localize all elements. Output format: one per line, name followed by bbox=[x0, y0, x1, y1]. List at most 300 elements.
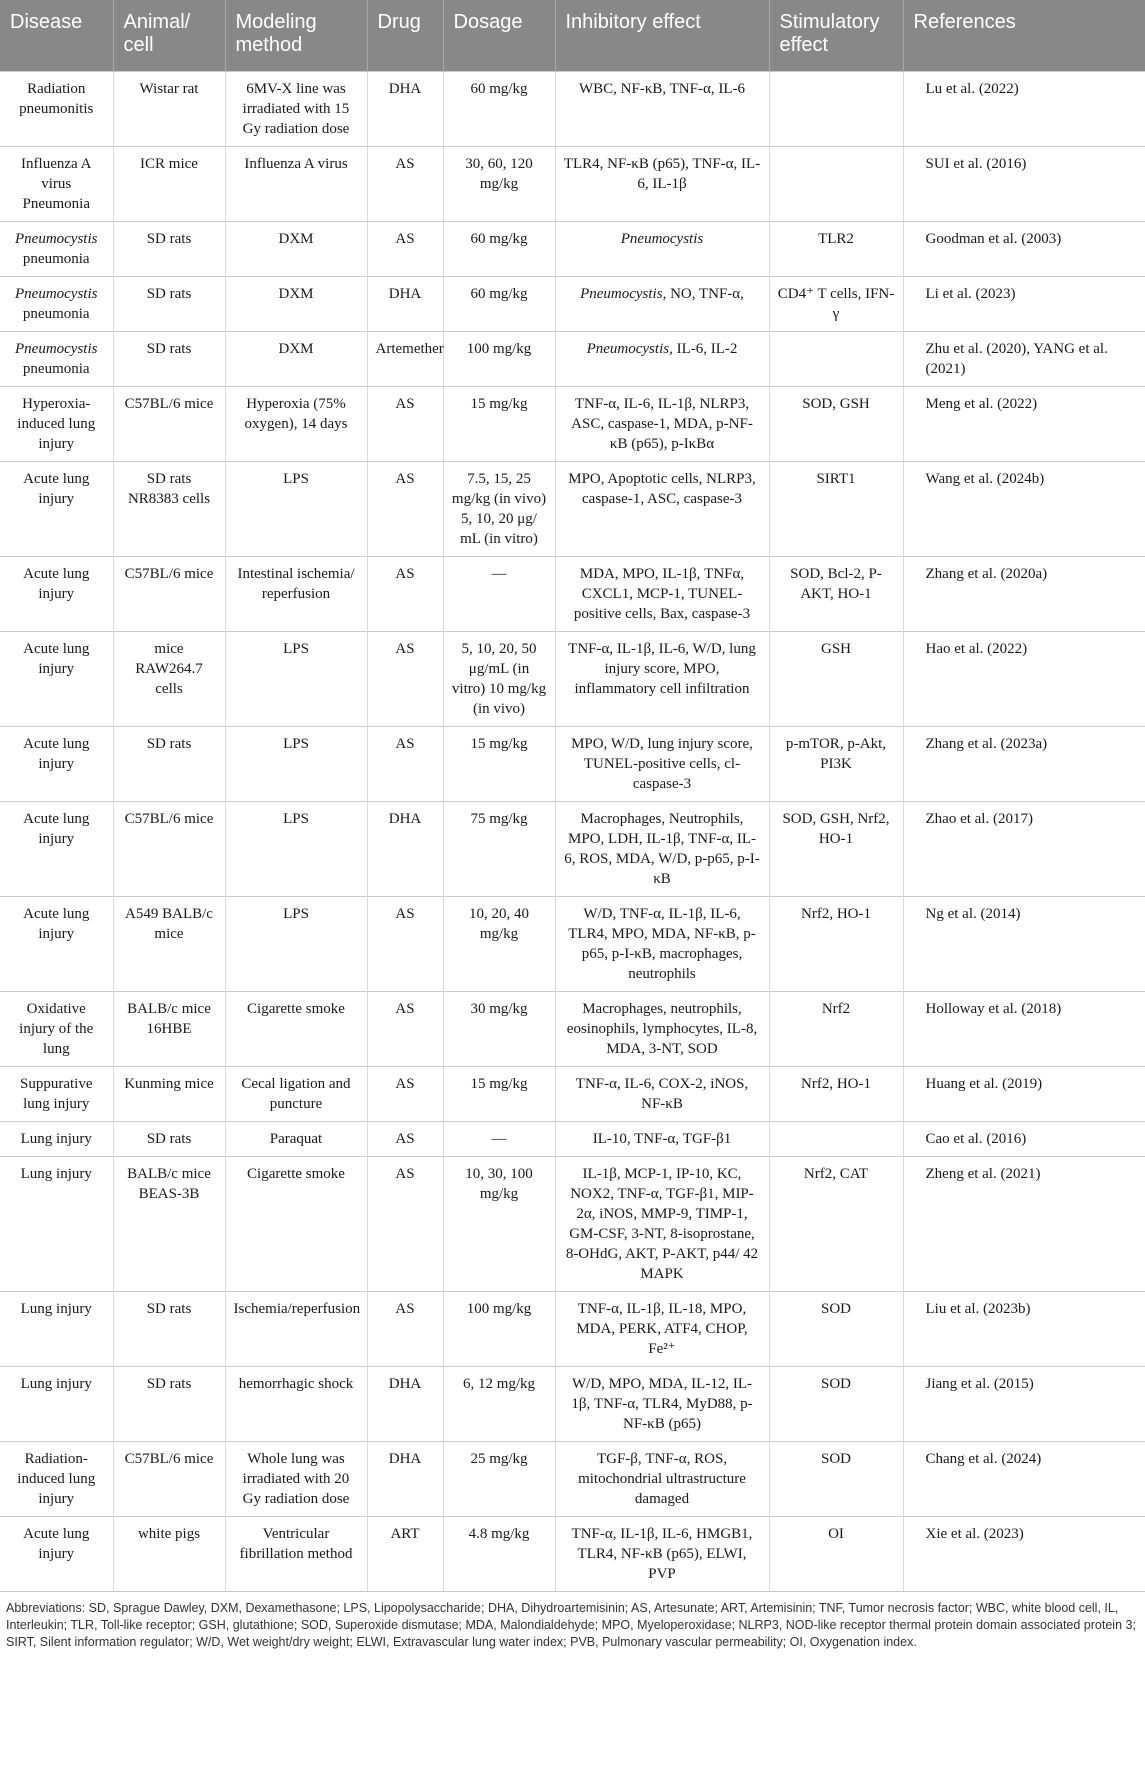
cell-inhibitory-effect bbox=[555, 1367, 769, 1442]
cell-modeling-method bbox=[225, 802, 367, 897]
cell-stimulatory-effect bbox=[769, 387, 903, 462]
table-row bbox=[0, 1517, 1145, 1592]
cell-inhibitory-effect bbox=[555, 802, 769, 897]
cell-text: Jiang et al. (2015) bbox=[925, 1376, 1034, 1392]
cell-text: TNF-α, IL-1β, IL-6, W/D, lung injury score, MPO, inflammatory cell infiltration bbox=[568, 641, 756, 697]
cell-animal-cell bbox=[113, 1442, 225, 1517]
table-row bbox=[0, 1367, 1145, 1442]
cell-text: Acute lung injury bbox=[23, 906, 90, 942]
cell-stimulatory-effect bbox=[769, 1517, 903, 1592]
cell-text: GSH bbox=[820, 641, 851, 657]
cell-dosage bbox=[443, 147, 555, 222]
cell-text: Lung injury bbox=[20, 1301, 92, 1317]
cell-disease bbox=[0, 1517, 113, 1592]
cell-text: W/D, MPO, MDA, IL-12, IL-1β, TNF-α, TLR4, MyD88, p-NF-κB (p65) bbox=[571, 1376, 753, 1432]
cell-text: 60 mg/kg bbox=[470, 231, 528, 247]
cell-disease bbox=[0, 1367, 113, 1442]
cell-dosage bbox=[443, 897, 555, 992]
cell-text: Zhu et al. (2020), YANG et al. (2021) bbox=[925, 341, 1108, 377]
table-row bbox=[0, 557, 1145, 632]
cell-modeling-method bbox=[225, 1292, 367, 1367]
table-row bbox=[0, 1067, 1145, 1122]
cell-text: Cao et al. (2016) bbox=[925, 1131, 1027, 1147]
cell-text: Acute lung injury bbox=[23, 566, 90, 602]
cell-animal-cell bbox=[113, 1122, 225, 1157]
cell-text: Cecal ligation and puncture bbox=[241, 1076, 351, 1112]
table-row bbox=[0, 1157, 1145, 1292]
header-drug: Drug bbox=[367, 0, 443, 72]
cell-dosage bbox=[443, 1442, 555, 1517]
cell-drug bbox=[367, 1442, 443, 1517]
cell-text: AS bbox=[395, 231, 415, 247]
cell-disease bbox=[0, 632, 113, 727]
cell-text: Holloway et al. (2018) bbox=[925, 1001, 1062, 1017]
table-row bbox=[0, 632, 1145, 727]
cell-animal-cell bbox=[113, 1157, 225, 1292]
cell-text: ART bbox=[390, 1526, 420, 1542]
cell-text: DXM bbox=[278, 341, 314, 357]
cell-text: AS bbox=[395, 566, 415, 582]
cell-text: 25 mg/kg bbox=[470, 1451, 528, 1467]
table-row bbox=[0, 727, 1145, 802]
cell-text: C57BL/6 mice bbox=[124, 396, 214, 412]
cell-modeling-method bbox=[225, 462, 367, 557]
cell-dosage bbox=[443, 462, 555, 557]
cell-text: LPS bbox=[283, 641, 309, 657]
cell-inhibitory-effect bbox=[555, 147, 769, 222]
cell-inhibitory-effect bbox=[555, 632, 769, 727]
cell-drug bbox=[367, 277, 443, 332]
cell-text: p-mTOR, p-Akt, PI3K bbox=[785, 736, 887, 772]
cell-text: TNF-α, IL-1β, IL-18, MPO, MDA, PERK, ATF4, CHOP, Fe²⁺ bbox=[576, 1301, 748, 1357]
cell-stimulatory-effect bbox=[769, 1157, 903, 1292]
cell-disease bbox=[0, 147, 113, 222]
cell-text: DHA bbox=[388, 286, 422, 302]
cell-disease bbox=[0, 557, 113, 632]
cell-dosage bbox=[443, 992, 555, 1067]
cell-modeling-method bbox=[225, 1442, 367, 1517]
cell-text: CD4⁺ T cells, IFN-γ bbox=[777, 286, 895, 322]
cell-text: Intestinal ischemia/ reperfusion bbox=[237, 566, 355, 602]
cell-text: AS bbox=[395, 1076, 415, 1092]
cell-text: SOD bbox=[820, 1376, 851, 1392]
table-header-row bbox=[0, 0, 1145, 72]
cell-stimulatory-effect bbox=[769, 632, 903, 727]
cell-text: Whole lung was irradiated with 20 Gy radiation dose bbox=[242, 1451, 350, 1507]
cell-drug bbox=[367, 1367, 443, 1442]
cell-text: Hao et al. (2022) bbox=[925, 641, 1028, 657]
cell-drug bbox=[367, 897, 443, 992]
cell-text: LPS bbox=[283, 471, 309, 487]
cell-text: 30, 60, 120 mg/kg bbox=[465, 156, 533, 192]
cell-text: IL-10, TNF-α, TGF-β1 bbox=[592, 1131, 732, 1147]
cell-animal-cell bbox=[113, 897, 225, 992]
cell-text: DHA bbox=[388, 1451, 422, 1467]
cell-text: 5, 10, 20, 50 μg/mL (in vitro) 10 mg/kg (in vivo) bbox=[451, 641, 547, 717]
cell-stimulatory-effect bbox=[769, 992, 903, 1067]
cell-text: LPS bbox=[283, 811, 309, 827]
cell-text: 100 mg/kg bbox=[466, 341, 532, 357]
cell-modeling-method bbox=[225, 1517, 367, 1592]
cell-text: TNF-α, IL-6, COX-2, iNOS, NF-κB bbox=[575, 1076, 749, 1112]
table-row bbox=[0, 332, 1145, 387]
cell-disease bbox=[0, 72, 113, 147]
cell-text: Chang et al. (2024) bbox=[925, 1451, 1042, 1467]
cell-text: AS bbox=[395, 1166, 415, 1182]
cell-stimulatory-effect bbox=[769, 1122, 903, 1157]
cell-modeling-method bbox=[225, 387, 367, 462]
cell-disease bbox=[0, 277, 113, 332]
cell-text: 10, 30, 100 mg/kg bbox=[465, 1166, 533, 1202]
cell-drug bbox=[367, 1292, 443, 1367]
cell-dosage bbox=[443, 557, 555, 632]
cell-text: , NO, TNF-α, bbox=[662, 286, 744, 302]
cell-drug bbox=[367, 222, 443, 277]
cell-text: SD rats bbox=[146, 1301, 192, 1317]
cell-inhibitory-effect bbox=[555, 387, 769, 462]
cell-text: DXM bbox=[278, 286, 314, 302]
cell-text: AS bbox=[395, 1001, 415, 1017]
cell-text: Paraquat bbox=[269, 1131, 323, 1147]
cell-dosage bbox=[443, 632, 555, 727]
cell-text: Zhang et al. (2023a) bbox=[925, 736, 1048, 752]
cell-modeling-method bbox=[225, 1122, 367, 1157]
cell-text: Cigarette smoke bbox=[247, 1166, 345, 1182]
cell-references bbox=[903, 992, 1145, 1067]
cell-disease bbox=[0, 1067, 113, 1122]
table-row bbox=[0, 1442, 1145, 1517]
cell-references bbox=[903, 277, 1145, 332]
table-row bbox=[0, 802, 1145, 897]
cell-text: C57BL/6 mice bbox=[124, 1451, 214, 1467]
cell-disease bbox=[0, 332, 113, 387]
cell-references bbox=[903, 387, 1145, 462]
cell-modeling-method bbox=[225, 147, 367, 222]
cell-dosage bbox=[443, 222, 555, 277]
italic-term: Pneumocystis bbox=[15, 286, 98, 302]
cell-drug bbox=[367, 802, 443, 897]
cell-text: SOD, GSH, Nrf2, HO-1 bbox=[782, 811, 890, 847]
cell-stimulatory-effect bbox=[769, 1067, 903, 1122]
cell-text: Influenza A virus bbox=[244, 156, 348, 172]
cell-text: TLR2 bbox=[818, 231, 854, 247]
cell-dosage bbox=[443, 1067, 555, 1122]
cell-disease bbox=[0, 727, 113, 802]
cell-text: SOD bbox=[820, 1301, 851, 1317]
cell-inhibitory-effect bbox=[555, 557, 769, 632]
cell-text: BALB/c mice BEAS-3B bbox=[127, 1166, 211, 1202]
cell-text: SD rats bbox=[146, 1376, 192, 1392]
cell-drug bbox=[367, 147, 443, 222]
cell-stimulatory-effect bbox=[769, 332, 903, 387]
italic-term: Pneumocystis bbox=[620, 231, 704, 247]
cell-text: AS bbox=[395, 471, 415, 487]
cell-text: AS bbox=[395, 736, 415, 752]
cell-text: A549 BALB/c mice bbox=[125, 906, 213, 942]
cell-text: SD rats NR8383 cells bbox=[127, 471, 211, 507]
cell-text: AS bbox=[395, 396, 415, 412]
cell-dosage bbox=[443, 72, 555, 147]
cell-text: 6, 12 mg/kg bbox=[462, 1376, 536, 1392]
cell-text: Acute lung injury bbox=[23, 641, 90, 677]
cell-text: pneumonia bbox=[22, 361, 90, 377]
cell-text: pneumonia bbox=[22, 251, 90, 267]
cell-modeling-method bbox=[225, 72, 367, 147]
cell-references bbox=[903, 222, 1145, 277]
cell-text: Radiation pneumonitis bbox=[19, 81, 94, 117]
cell-references bbox=[903, 1292, 1145, 1367]
table-body bbox=[0, 72, 1145, 1592]
cell-animal-cell bbox=[113, 802, 225, 897]
cell-text: AS bbox=[395, 1131, 415, 1147]
cell-stimulatory-effect bbox=[769, 222, 903, 277]
cell-stimulatory-effect bbox=[769, 1367, 903, 1442]
cell-text: 60 mg/kg bbox=[470, 81, 528, 97]
cell-text: Zheng et al. (2021) bbox=[925, 1166, 1041, 1182]
cell-references bbox=[903, 1157, 1145, 1292]
cell-text: 60 mg/kg bbox=[470, 286, 528, 302]
cell-modeling-method bbox=[225, 632, 367, 727]
cell-animal-cell bbox=[113, 727, 225, 802]
cell-inhibitory-effect bbox=[555, 277, 769, 332]
cell-text: TNF-α, IL-6, IL-1β, NLRP3, ASC, caspase-1, MDA, p-NF-κB (p65), p-IκBα bbox=[571, 396, 753, 452]
cell-text: Cigarette smoke bbox=[247, 1001, 345, 1017]
cell-text: AS bbox=[395, 156, 415, 172]
cell-text: Lung injury bbox=[20, 1376, 92, 1392]
cell-text: MPO, Apoptotic cells, NLRP3, caspase-1, ASC, caspase-3 bbox=[568, 471, 756, 507]
cell-text: DXM bbox=[278, 231, 314, 247]
cell-animal-cell bbox=[113, 147, 225, 222]
cell-references bbox=[903, 802, 1145, 897]
cell-modeling-method bbox=[225, 277, 367, 332]
cell-text: AS bbox=[395, 906, 415, 922]
cell-dosage bbox=[443, 332, 555, 387]
cell-text: SIRT1 bbox=[816, 471, 856, 487]
cell-disease bbox=[0, 1292, 113, 1367]
cell-text: LPS bbox=[283, 736, 309, 752]
cell-stimulatory-effect bbox=[769, 802, 903, 897]
cell-inhibitory-effect bbox=[555, 1067, 769, 1122]
cell-text: Ng et al. (2014) bbox=[925, 906, 1021, 922]
cell-drug bbox=[367, 387, 443, 462]
cell-text: Wang et al. (2024b) bbox=[925, 471, 1045, 487]
cell-animal-cell bbox=[113, 1517, 225, 1592]
cell-text: Nrf2, CAT bbox=[803, 1166, 869, 1182]
header-stimulatory-effect: Stimulatory effect bbox=[769, 0, 903, 72]
table-row bbox=[0, 222, 1145, 277]
cell-dosage bbox=[443, 1367, 555, 1442]
cell-references bbox=[903, 1367, 1145, 1442]
cell-text: 15 mg/kg bbox=[470, 1076, 528, 1092]
cell-disease bbox=[0, 1157, 113, 1292]
cell-text: SD rats bbox=[146, 231, 192, 247]
cell-text: Oxidative injury of the lung bbox=[19, 1001, 94, 1057]
cell-stimulatory-effect bbox=[769, 897, 903, 992]
cell-text: AS bbox=[395, 641, 415, 657]
cell-disease bbox=[0, 992, 113, 1067]
cell-dosage bbox=[443, 1122, 555, 1157]
cell-animal-cell bbox=[113, 277, 225, 332]
cell-references bbox=[903, 1067, 1145, 1122]
cell-text: 15 mg/kg bbox=[470, 736, 528, 752]
cell-text: 4.8 mg/kg bbox=[468, 1526, 530, 1542]
cell-drug bbox=[367, 1122, 443, 1157]
cell-text: Wistar rat bbox=[139, 81, 199, 97]
cell-modeling-method bbox=[225, 557, 367, 632]
cell-text: — bbox=[491, 1131, 507, 1147]
cell-dosage bbox=[443, 802, 555, 897]
cell-text: Radiation-induced lung injury bbox=[17, 1451, 96, 1507]
cell-inhibitory-effect bbox=[555, 1517, 769, 1592]
cell-modeling-method bbox=[225, 332, 367, 387]
cell-references bbox=[903, 147, 1145, 222]
cell-inhibitory-effect bbox=[555, 1292, 769, 1367]
cell-stimulatory-effect bbox=[769, 1292, 903, 1367]
cell-text: Acute lung injury bbox=[23, 471, 90, 507]
cell-text: Acute lung injury bbox=[23, 811, 90, 847]
cell-drug bbox=[367, 332, 443, 387]
cell-text: 75 mg/kg bbox=[470, 811, 528, 827]
italic-term: Pneumocystis bbox=[586, 341, 670, 357]
cell-stimulatory-effect bbox=[769, 462, 903, 557]
cell-animal-cell bbox=[113, 1067, 225, 1122]
cell-references bbox=[903, 897, 1145, 992]
cell-stimulatory-effect bbox=[769, 727, 903, 802]
cell-text: Goodman et al. (2003) bbox=[925, 231, 1062, 247]
table-row bbox=[0, 1122, 1145, 1157]
cell-disease bbox=[0, 387, 113, 462]
table-row bbox=[0, 277, 1145, 332]
cell-text: Xie et al. (2023) bbox=[925, 1526, 1024, 1542]
cell-text: pneumonia bbox=[22, 306, 90, 322]
cell-text: Li et al. (2023) bbox=[925, 286, 1016, 302]
cell-references bbox=[903, 72, 1145, 147]
table-row bbox=[0, 387, 1145, 462]
cell-text: 10, 20, 40 mg/kg bbox=[469, 906, 529, 942]
cell-inhibitory-effect bbox=[555, 462, 769, 557]
cell-drug bbox=[367, 1067, 443, 1122]
cell-text: MPO, W/D, lung injury score, TUNEL-positive cells, cl-caspase-3 bbox=[571, 736, 753, 792]
cell-text: Hyperoxia-induced lung injury bbox=[17, 396, 96, 452]
cell-animal-cell bbox=[113, 1367, 225, 1442]
cell-text: C57BL/6 mice bbox=[124, 811, 214, 827]
cell-text: Influenza A virus Pneumonia bbox=[21, 156, 92, 212]
cell-drug bbox=[367, 727, 443, 802]
cell-dosage bbox=[443, 1292, 555, 1367]
cell-animal-cell bbox=[113, 222, 225, 277]
italic-term: Pneumocystis bbox=[15, 231, 98, 247]
cell-modeling-method bbox=[225, 897, 367, 992]
cell-inhibitory-effect bbox=[555, 332, 769, 387]
cell-text: Zhang et al. (2020a) bbox=[925, 566, 1048, 582]
cell-text: W/D, TNF-α, IL-1β, IL-6, TLR4, MPO, MDA, NF-κB, p-p65, p-I-κB, macrophages, neutrophils bbox=[568, 906, 756, 982]
cell-text: TGF-β, TNF-α, ROS, mitochondrial ultrastructure damaged bbox=[578, 1451, 746, 1507]
cell-animal-cell bbox=[113, 632, 225, 727]
cell-inhibitory-effect bbox=[555, 992, 769, 1067]
cell-modeling-method bbox=[225, 1367, 367, 1442]
cell-text: SD rats bbox=[146, 341, 192, 357]
cell-text: C57BL/6 mice bbox=[124, 566, 214, 582]
cell-animal-cell bbox=[113, 332, 225, 387]
cell-text: Acute lung injury bbox=[23, 736, 90, 772]
italic-term: Pneumocystis bbox=[580, 286, 663, 302]
cell-animal-cell bbox=[113, 387, 225, 462]
cell-drug bbox=[367, 72, 443, 147]
cell-drug bbox=[367, 462, 443, 557]
cell-dosage bbox=[443, 387, 555, 462]
cell-disease bbox=[0, 1122, 113, 1157]
cell-modeling-method bbox=[225, 727, 367, 802]
cell-animal-cell bbox=[113, 1292, 225, 1367]
table-row bbox=[0, 992, 1145, 1067]
cell-text: Acute lung injury bbox=[23, 1526, 90, 1562]
cell-animal-cell bbox=[113, 992, 225, 1067]
cell-drug bbox=[367, 1517, 443, 1592]
cell-text: Suppurative lung injury bbox=[20, 1076, 93, 1112]
cell-text: OI bbox=[828, 1526, 844, 1542]
cell-text: SUI et al. (2016) bbox=[925, 156, 1027, 172]
cell-stimulatory-effect bbox=[769, 277, 903, 332]
cell-text: DHA bbox=[388, 1376, 422, 1392]
table-row bbox=[0, 462, 1145, 557]
cell-drug bbox=[367, 992, 443, 1067]
header-inhibitory-effect: Inhibitory effect bbox=[555, 0, 769, 72]
cell-text: 100 mg/kg bbox=[466, 1301, 532, 1317]
cell-text: Lung injury bbox=[20, 1131, 92, 1147]
cell-references bbox=[903, 332, 1145, 387]
cell-text: — bbox=[491, 566, 507, 582]
table-row bbox=[0, 1292, 1145, 1367]
cell-text: , IL-6, IL-2 bbox=[669, 341, 738, 357]
cell-text: Meng et al. (2022) bbox=[925, 396, 1038, 412]
italic-term: Pneumocystis bbox=[15, 341, 98, 357]
cell-text: ICR mice bbox=[140, 156, 198, 172]
cell-animal-cell bbox=[113, 72, 225, 147]
cell-modeling-method bbox=[225, 222, 367, 277]
cell-text: Artemether bbox=[375, 341, 444, 357]
header-references: References bbox=[903, 0, 1145, 72]
cell-text: white pigs bbox=[137, 1526, 201, 1542]
cell-modeling-method bbox=[225, 992, 367, 1067]
cell-text: DHA bbox=[388, 81, 422, 97]
header-modeling-method: Modeling method bbox=[225, 0, 367, 72]
cell-references bbox=[903, 462, 1145, 557]
cell-inhibitory-effect bbox=[555, 1442, 769, 1517]
cell-stimulatory-effect bbox=[769, 72, 903, 147]
cell-text: BALB/c mice 16HBE bbox=[127, 1001, 211, 1037]
cell-stimulatory-effect bbox=[769, 1442, 903, 1517]
header-animal-cell: Animal/ cell bbox=[113, 0, 225, 72]
cell-text: TLR4, NF-κB (p65), TNF-α, IL-6, IL-1β bbox=[563, 156, 761, 192]
cell-inhibitory-effect bbox=[555, 1157, 769, 1292]
cell-text: 7.5, 15, 25 mg/kg (in vivo) 5, 10, 20 μg/ mL (in vitro) bbox=[451, 471, 547, 547]
cell-drug bbox=[367, 632, 443, 727]
cell-text: Huang et al. (2019) bbox=[925, 1076, 1043, 1092]
cell-modeling-method bbox=[225, 1157, 367, 1292]
cell-text: 15 mg/kg bbox=[470, 396, 528, 412]
cell-text: 6MV-X line was irradiated with 15 Gy radiation dose bbox=[242, 81, 350, 137]
cell-inhibitory-effect bbox=[555, 897, 769, 992]
cell-text: SD rats bbox=[146, 1131, 192, 1147]
cell-text: Macrophages, Neutrophils, MPO, LDH, IL-1β, TNF-α, IL-6, ROS, MDA, W/D, p-p65, p-I-κB bbox=[564, 811, 760, 887]
cell-text: Ventricular fibrillation method bbox=[239, 1526, 353, 1562]
abbreviations-footnote: Abbreviations: SD, Sprague Dawley, DXM, Dexamethasone; LPS, Lipopolysaccharide; DHA, Dihydroartemisinin; AS, Artesunate; ART, Artemisinin; TNF, Tumor necrosis factor; WBC, white blood cell, IL, Interleukin; TLR, Toll-like receptor; GSH, glutathione; SOD, Superoxide dismutase; MDA, Malondialdehyde; MPO, Myeloperoxidase; NLRP3, NOD-like receptor thermal protein domain associated protein 3; SIRT, Silent information regulator; W/D, Wet weight/dry weight; ELWI, Extravascular lung water index; PVB, Pulmonary vascular permeability; OI, Oxygenation index. bbox=[6, 1601, 1136, 1649]
cell-text: Liu et al. (2023b) bbox=[925, 1301, 1031, 1317]
cell-references bbox=[903, 727, 1145, 802]
cell-references bbox=[903, 557, 1145, 632]
cell-text: SOD, GSH bbox=[802, 396, 870, 412]
cell-text: SOD bbox=[820, 1451, 851, 1467]
